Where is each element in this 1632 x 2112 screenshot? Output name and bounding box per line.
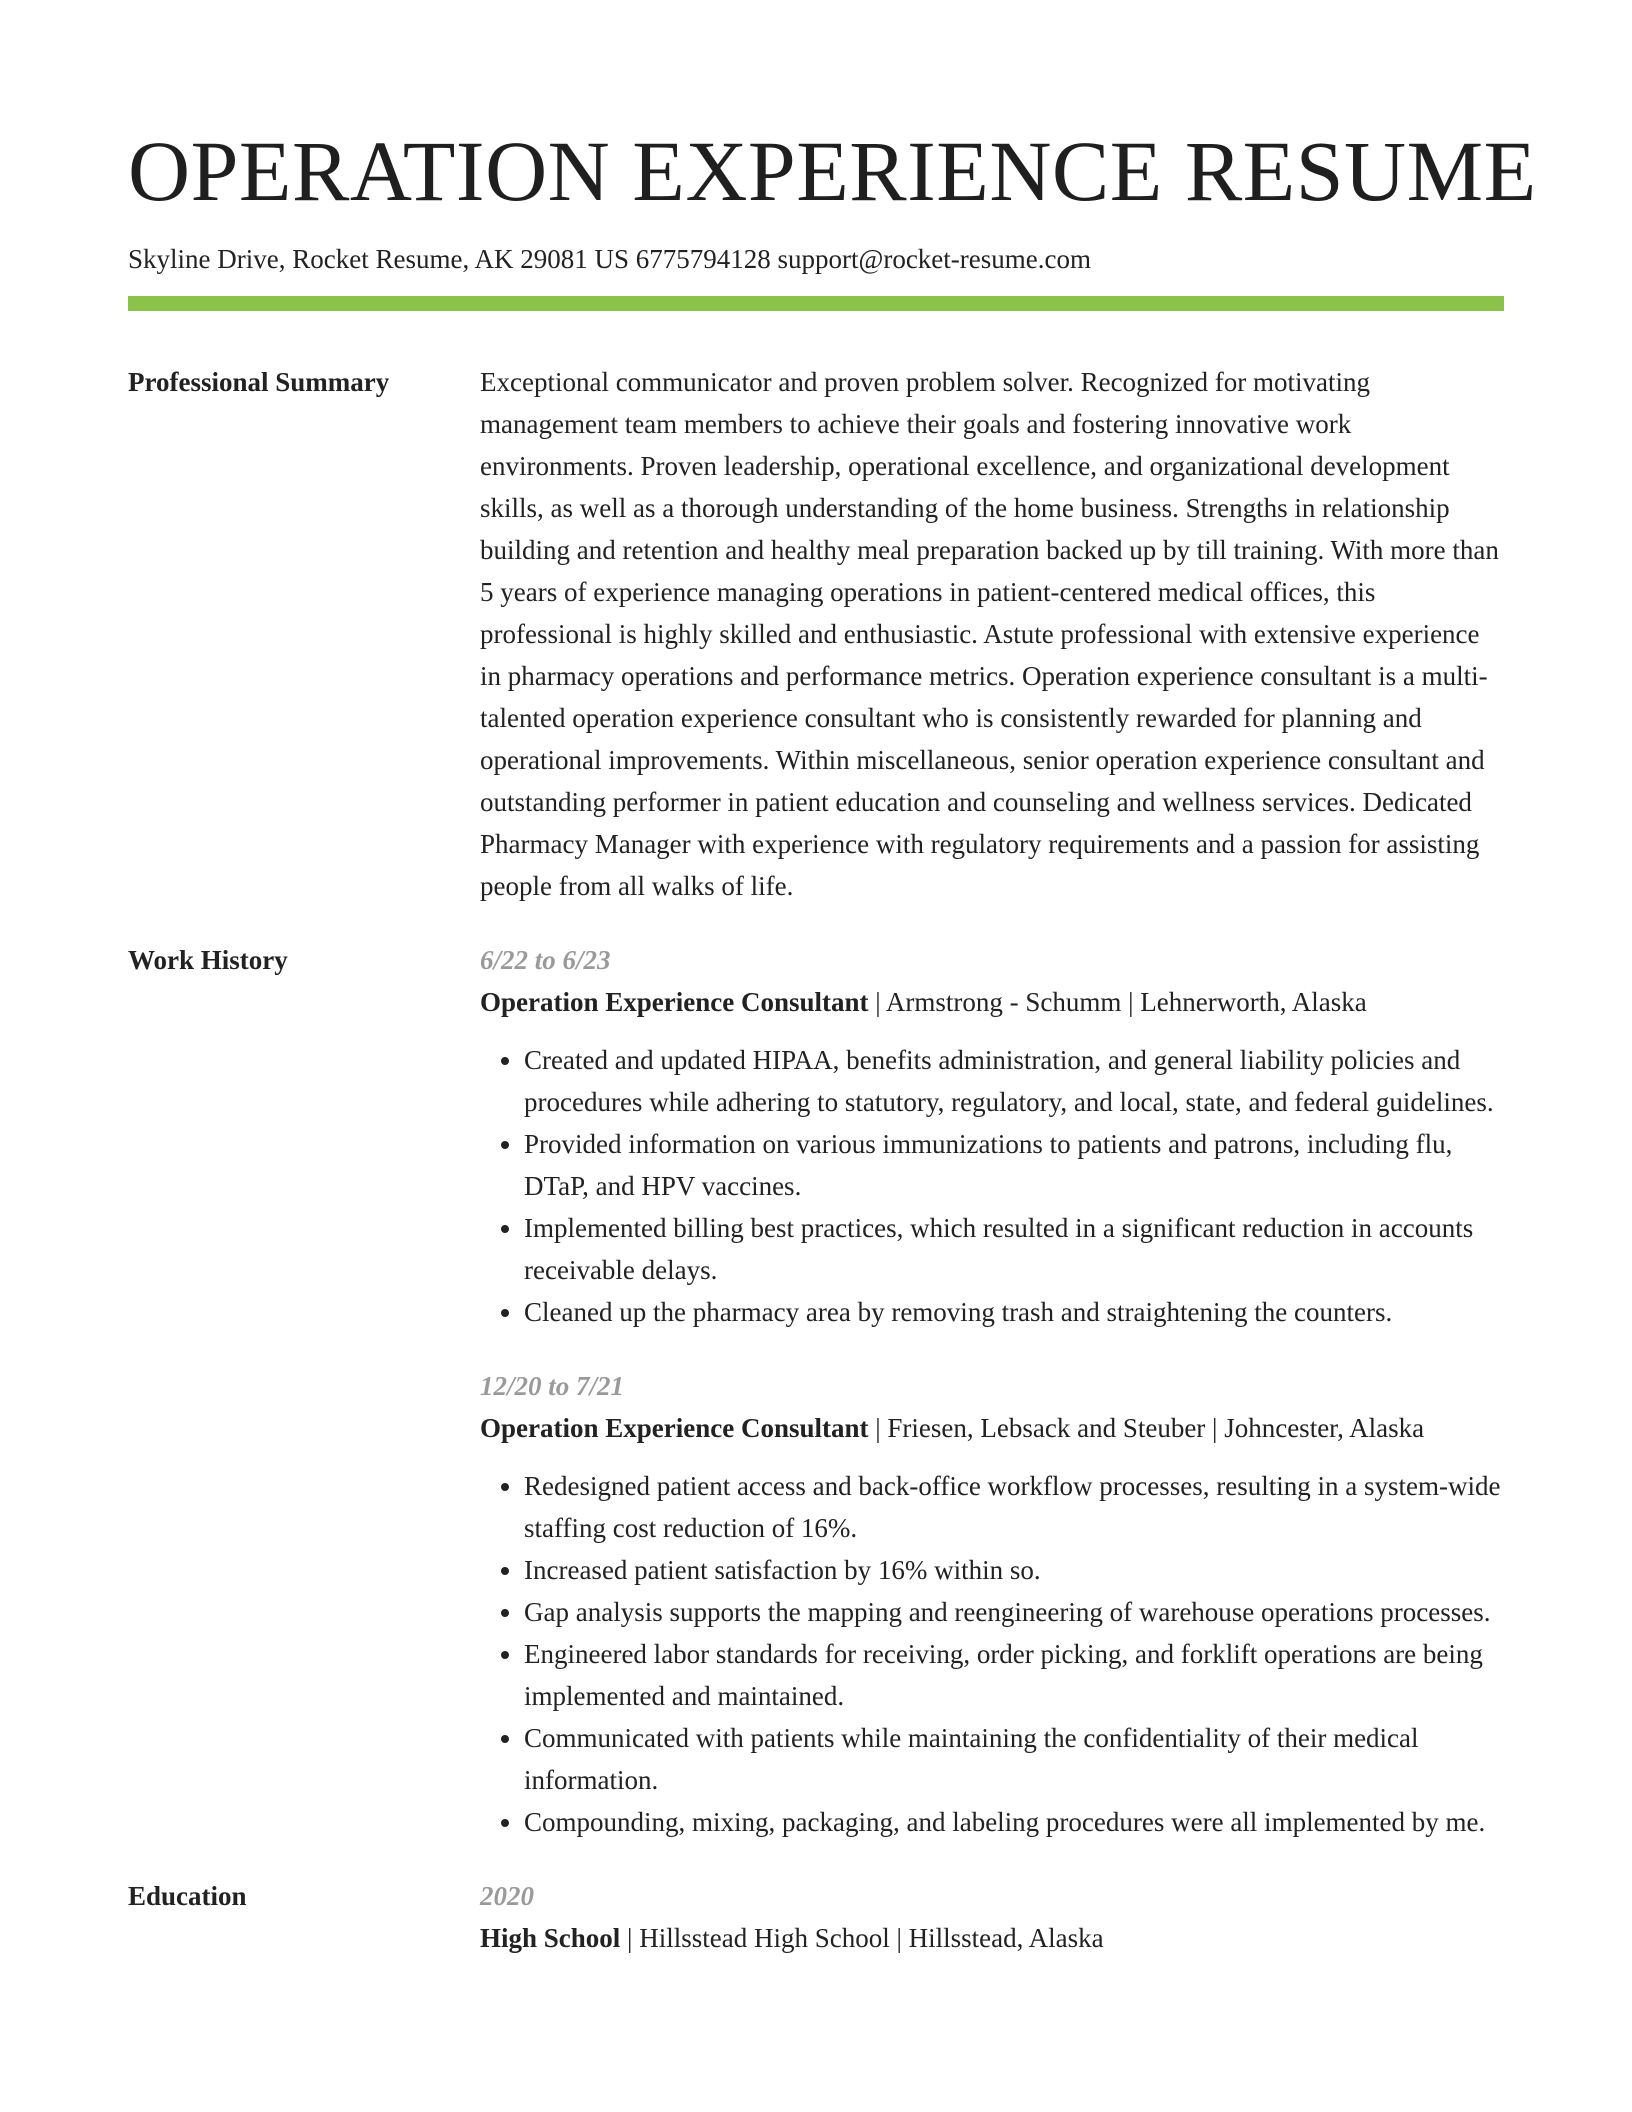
job-heading: [480, 981, 1504, 1023]
education-section: [128, 1875, 1504, 1959]
resume-title: OPERATION EXPERIENCE RESUME: [128, 123, 1537, 219]
education-heading: [480, 1917, 1504, 1959]
job-entry: [480, 939, 1504, 1333]
job-bullets: [480, 1039, 1504, 1333]
work-history-list: [480, 939, 1504, 1843]
education-degree: High School: [480, 1923, 621, 1953]
resume-page: [128, 0, 1537, 1959]
contact-email: support@rocket-resume.com: [777, 244, 1091, 274]
section-label-work: Work History: [128, 945, 288, 975]
education-year: 2020: [480, 1881, 534, 1911]
job-bullet: • Implemented billing best practices, which resulted in a significant reduction in accounts receivable delays.: [524, 1207, 1504, 1291]
professional-summary-section: [128, 361, 1504, 907]
job-bullet: • Increased patient satisfaction by 16% within so.: [524, 1549, 1504, 1591]
job-bullet: • Created and updated HIPAA, benefits administration, and general liability policies and procedures while adhering to statutory, regulatory, and local, state, and federal guidelines.: [524, 1039, 1504, 1123]
job-bullet: • Gap analysis supports the mapping and reengineering of warehouse operations processes.: [524, 1591, 1504, 1633]
job-bullet: • Engineered labor standards for receiving, order picking, and forklift operations are being implemented and maintained.: [524, 1633, 1504, 1717]
education-entry: [480, 1875, 1504, 1959]
section-label-summary: Professional Summary: [128, 367, 390, 397]
header-divider: [128, 296, 1504, 311]
education-details: | Hillsstead High School | Hillsstead, Alaska: [620, 1923, 1104, 1953]
contact-phone: 6775794128: [635, 244, 771, 274]
job-bullet: • Provided information on various immunizations to patients and patrons, including flu, DTaP, and HPV vaccines.: [524, 1123, 1504, 1207]
job-title: Operation Experience Consultant: [480, 987, 869, 1017]
job-title: Operation Experience Consultant: [480, 1413, 869, 1443]
job-details: | Armstrong - Schumm | Lehnerworth, Alaska: [868, 987, 1367, 1017]
job-bullet: • Communicated with patients while maintaining the confidentiality of their medical information.: [524, 1717, 1504, 1801]
job-heading: [480, 1407, 1504, 1449]
job-dates: 12/20 to 7/21: [480, 1371, 625, 1401]
job-bullet: • Redesigned patient access and back-office workflow processes, resulting in a system-wide staffing cost reduction of 16%.: [524, 1465, 1504, 1549]
job-dates: 6/22 to 6/23: [480, 945, 611, 975]
contact-line: [128, 242, 1504, 276]
contact-address: Skyline Drive, Rocket Resume, AK 29081 US: [128, 244, 629, 274]
job-bullet: • Cleaned up the pharmacy area by removing trash and straightening the counters.: [524, 1291, 1504, 1333]
section-label-education: Education: [128, 1881, 247, 1911]
job-bullet: • Compounding, mixing, packaging, and labeling procedures were all implemented by me.: [524, 1801, 1504, 1843]
job-entry: [480, 1365, 1504, 1843]
summary-text: Exceptional communicator and proven problem solver. Recognized for motivating management team members to achieve their goals and fostering innovative work environments. Proven leadership, operational excellence, and organizational development skills, as well as a thorough understanding of the home business. Strengths in relationship building and retention and healthy meal preparation backed up by till training. With more than 5 years of experience managing operations in patient-centered medical offices, this professional is highly skilled and enthusiastic. Astute professional with extensive experience in pharmacy operations and performance metrics. Operation experience consultant is a multi-talented operation experience consultant who is consistently rewarded for planning and operational improvements. Within miscellaneous, senior operation experience consultant and outstanding performer in patient education and counseling and wellness services. Dedicated Pharmacy Manager with experience with regulatory requirements and a passion for assisting people from all walks of life.: [480, 367, 1499, 901]
job-bullets: [480, 1465, 1504, 1843]
job-details: | Friesen, Lebsack and Steuber | Johncester, Alaska: [868, 1413, 1425, 1443]
work-history-section: [128, 939, 1504, 1843]
